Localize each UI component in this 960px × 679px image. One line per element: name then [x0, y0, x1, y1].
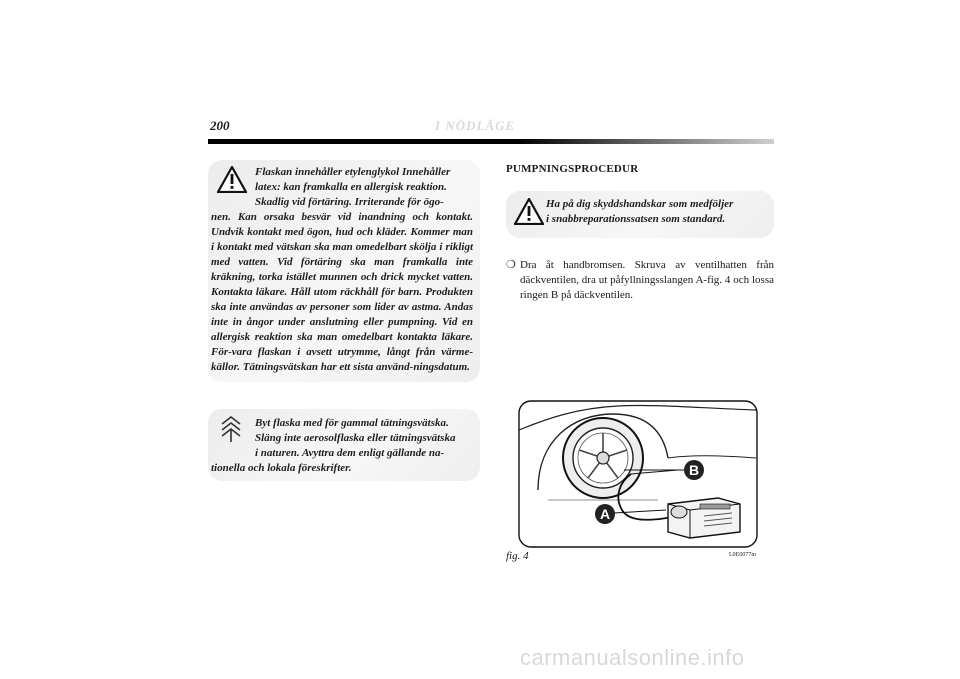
environment-text — [211, 416, 473, 476]
environment-body: tionella och lokala föreskrifter. — [211, 462, 352, 474]
figure-code: L0E0077m — [729, 552, 756, 558]
warning-line: Flaskan innehåller etylenglykol Innehåller — [255, 166, 451, 178]
figure-label: fig. 4 — [506, 550, 529, 562]
warning-text-gloves — [502, 197, 770, 227]
warning-text-sealant — [211, 165, 473, 375]
warning-line: latex: kan framkalla en allergisk reaktion. — [255, 181, 447, 193]
callout-b: B — [688, 462, 700, 478]
environment-line: Släng inte aerosolflaska eller tätningsvätska — [255, 432, 456, 444]
figure-tire-compressor — [518, 400, 758, 548]
section-title: I NÖDLÄGE — [435, 118, 516, 133]
warning-line: Ha på dig skyddshandskar som medföljer — [546, 198, 734, 210]
warning-line: i snabbreparationssatsen som standard. — [546, 213, 726, 225]
callout-a: A — [599, 506, 611, 522]
watermark: carmanualsonline.info — [520, 645, 745, 670]
page-number: 200 — [210, 118, 230, 133]
environment-line: Byt flaska med för gammal tätningsvätska. — [255, 417, 449, 429]
section-heading: PUMPNINGSPROCEDUR — [506, 163, 639, 175]
bullet-mark: ❍ — [506, 259, 516, 271]
bullet-text: Dra åt handbromsen. Skruva av ventilhatten från däckventilen, dra ut påfyllningsslangen A-fig. 4 och lossa ringen B på däckventilen. — [520, 259, 774, 301]
header-rule — [208, 139, 774, 144]
instruction-bullet — [506, 258, 774, 303]
environment-line: i naturen. Avyttra dem enligt gällande na- — [255, 447, 445, 459]
warning-line: Skadlig vid förtäring. Irriterande för ögo- — [255, 196, 444, 208]
warning-body: nen. Kan orsaka besvär vid inandning och kontakt. Undvik kontakt med ögon, hud och kläder. Kommer man i kontakt med vätskan ska man omedelbart skölja i rikligt med vatten. Vid förtäring ska man framkalla inte kräkning, torka istället munnen och drick mycket vatten. Kontakta läkare. Håll utom räckhåll för barn. Produkten ska inte användas av personer som lider av astma. Andas inte in ångor under anslutning eller pumpning. Vid en allergisk reaktion ska man omedelbart kontakta läkare. För-vara flaskan i avsett utrymme, långt från värme-källor. Tätningsvätskan har ett sista använd-ningsdatum. — [211, 211, 473, 373]
